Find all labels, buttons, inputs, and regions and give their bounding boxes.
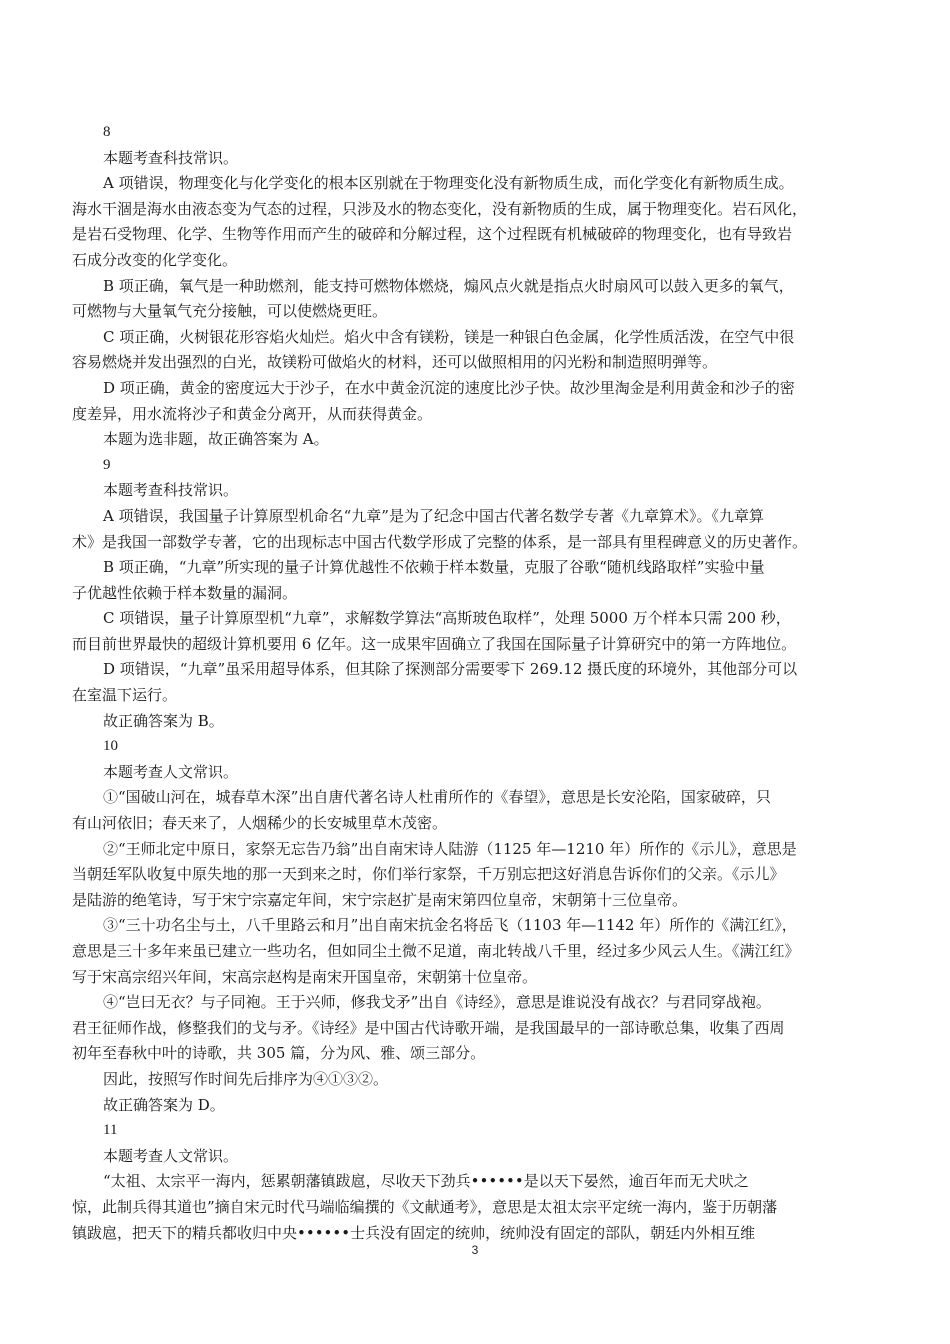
page-number: 3 <box>471 1243 479 1257</box>
answer-line: 故正确答案为 B。 <box>103 711 224 730</box>
paragraph-line: 本题考查科技常识。 <box>103 148 239 167</box>
paragraph-line: 初年至春秋中叶的诗歌，共 305 篇，分为风、雅、颂三部分。 <box>72 1044 486 1063</box>
paragraph-line: ①“国破山河在，城春草木深”出自唐代著名诗人杜甫所作的《春望》，意思是长安沦陷，国家破碎，只 <box>103 788 771 807</box>
paragraph-line: 本题考查人文常识。 <box>103 1146 239 1165</box>
paragraph-line: 镇跋扈，把天下的精兵都收归中央••••••士兵没有固定的统帅，统帅没有固定的部队，朝廷内外相互维 <box>72 1223 756 1242</box>
paragraph-line: 君王征师作战，修整我们的戈与矛。《诗经》是中国古代诗歌开端，是我国最早的一部诗歌总集，收集了西周 <box>72 1018 785 1037</box>
document-body <box>72 120 882 1246</box>
paragraph-line: 海水干涸是海水由液态变为气态的过程，只涉及水的物态变化，没有新物质的生成，属于物理变化。岩石风化， <box>72 199 808 218</box>
paragraph-line: 惊，此制兵得其道也”摘自宋元时代马端临编撰的《文献通考》，意思是太祖太宗平定统一海内，鉴于历朝藩 <box>72 1197 778 1216</box>
question-number: 11 <box>103 1122 118 1139</box>
paragraph-line: A 项错误，物理变化与化学变化的根本区别就在于物理变化没有新物质生成，而化学变化有新物质生成。 <box>103 174 794 193</box>
paragraph-line: 有山河依旧；春天来了，人烟稀少的长安城里草木茂密。 <box>72 814 448 833</box>
paragraph-line: 石成分改变的化学变化。 <box>72 250 238 269</box>
paragraph-line: B 项正确，氧气是一种助燃剂，能支持可燃物体燃烧，煽风点火就是指点火时扇风可以鼓入更多的氧气， <box>103 276 794 295</box>
paragraph-line: C 项错误，量子计算原型机“九章”，求解数学算法“高斯玻色取样”，处理 5000 万个样本只需 200 秒， <box>103 609 791 628</box>
paragraph-line: 写于宋高宗绍兴年间，宋高宗赵构是南宋开国皇帝，宋朝第十位皇帝。 <box>72 967 538 986</box>
paragraph-line: 可燃物与大量氧气充分接触，可以使燃烧更旺。 <box>72 302 388 321</box>
answer-line: 本题为选非题，故正确答案为 A。 <box>103 430 329 449</box>
paragraph-line: ④“岂曰无衣？与子同袍。王于兴师，修我戈矛”出自《诗经》，意思是谁说没有战衣？与君同穿战袍。 <box>103 993 771 1012</box>
paragraph-line: 是岩石受物理、化学、生物等作用而产生的破碎和分解过程，这个过程既有机械破碎的物理变化，也有导致岩 <box>72 225 793 244</box>
paragraph-line: 子优越性依赖于样本数量的漏洞。 <box>72 583 298 602</box>
question-number: 8 <box>103 124 111 140</box>
answer-line: 故正确答案为 D。 <box>103 1095 225 1114</box>
paragraph-line: 度差异，用水流将沙子和黄金分离开，从而获得黄金。 <box>72 404 433 423</box>
paragraph-line: 本题考查人文常识。 <box>103 762 239 781</box>
paragraph-line: B 项正确，“九章”所实现的量子计算优越性不依赖于样本数量，克服了谷歌“随机线路取样”实验中量 <box>103 558 765 577</box>
paragraph-line: 本题考查科技常识。 <box>103 481 239 500</box>
paragraph-line: D 项正确，黄金的密度远大于沙子，在水中黄金沉淀的速度比沙子快。故沙里淘金是利用黄金和沙子的密 <box>103 378 795 397</box>
paragraph-line: 在室温下运行。 <box>72 686 178 705</box>
paragraph-line: 当朝廷军队收复中原失地的那一天到来之时，你们举行家祭，千万别忘把这好消息告诉你们的父亲。《示儿》 <box>72 865 785 884</box>
paragraph-line: 容易燃烧并发出强烈的白光，故镁粉可做焰火的材料，还可以做照相用的闪光粉和制造照明弹等。 <box>72 353 718 372</box>
paragraph-line: ②“王师北定中原日，家祭无忘告乃翁”出自南宋诗人陆游（1125 年—1210 年）所作的《示儿》，意思是 <box>103 839 797 858</box>
question-number: 9 <box>103 456 111 473</box>
paragraph-line: D 项错误，“九章”虽采用超导体系，但其除了探测部分需要零下 269.12 摄氏度的环境外，其他部分可以 <box>103 660 798 679</box>
paragraph-line: 而目前世界最快的超级计算机要用 6 亿年。这一成果牢固确立了我国在国际量子计算研究中的第一方阵地位。 <box>72 634 797 653</box>
paragraph-line: 意思是三十多年来虽已建立一些功名，但如同尘土微不足道，南北转战八千里，经过多少风云人生。《满江红》 <box>72 942 800 960</box>
question-number: 10 <box>103 738 118 755</box>
paragraph-line: A 项错误，我国量子计算原型机命名“九章”是为了纪念中国古代著名数学专著《九章算术》。《九章算 <box>103 506 764 525</box>
paragraph-line: “太祖、太宗平一海内，惩累朝藩镇跋扈，尽收天下劲兵••••••是以天下晏然，逾百年而无犬吠之 <box>103 1172 749 1191</box>
paragraph-line: 术》是我国一部数学专著，它的出现标志中国古代数学形成了完整的体系，是一部具有里程碑意义的历史著作。 <box>72 532 808 551</box>
paragraph-line: ③“三十功名尘与土，八千里路云和月”出自南宋抗金名将岳飞（1103 年—1142 年）所作的《满江红》， <box>103 916 797 935</box>
paragraph-line: C 项正确，火树银花形容焰火灿烂。焰火中含有镁粉，镁是一种银白色金属，化学性质活泼，在空气中很 <box>103 327 795 346</box>
paragraph-line: 是陆游的绝笔诗，写于宋宁宗嘉定年间，宋宁宗赵扩是南宋第四位皇帝，宋朝第十三位皇帝。 <box>72 890 688 909</box>
paragraph-line: 因此，按照写作时间先后排序为④①③②。 <box>103 1069 389 1088</box>
